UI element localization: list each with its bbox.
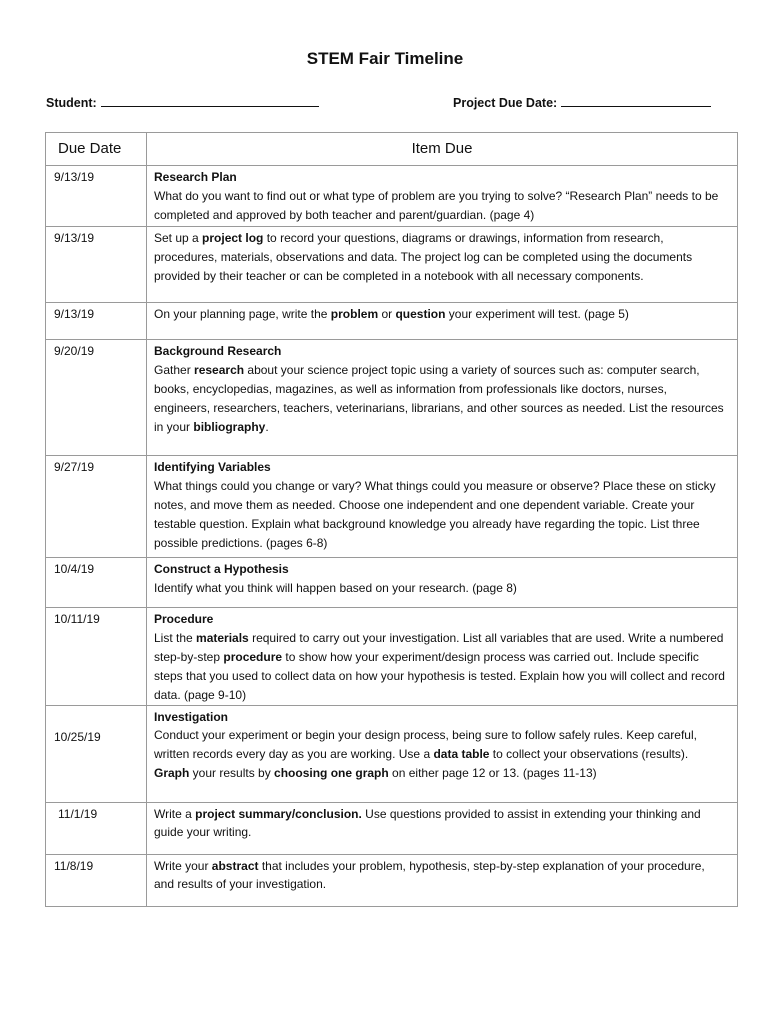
item-heading: Procedure: [154, 612, 214, 626]
item-text: to collect your observations (results).: [489, 747, 689, 762]
due-date-cell: 9/13/19: [46, 303, 147, 340]
due-date-cell: 10/25/19: [46, 705, 147, 802]
item-text: Gather: [154, 362, 195, 377]
bold-text: bibliography: [193, 419, 266, 434]
table-header-row: [46, 133, 738, 166]
due-date-cell: 10/11/19: [46, 608, 147, 706]
item-due-cell: [147, 705, 738, 802]
bold-text: problem: [330, 307, 379, 321]
due-date-cell: 9/20/19: [46, 340, 147, 456]
table-row: [46, 456, 738, 558]
item-heading: Investigation: [154, 709, 229, 724]
item-due-cell: [147, 456, 738, 558]
item-text: Use questions provided to assist in extending your thinking and guide your writing.: [154, 806, 701, 840]
student-field: [46, 95, 319, 110]
item-text: to show how your experiment/design process was carried out. Include specific steps that you used to collect data on how your hypothesis is tested. Explain how you will collect and record data. (page 9-10): [154, 649, 725, 702]
item-text: Write a: [154, 806, 196, 821]
item-text: What things could you change or vary? What things could you measure or observe? Place these on sticky notes, and move them as needed. Choose one independent and one dependent variable. Create your testable question. Explain what background knowledge you already have regarding the topic. List three possible predictions. (pages 6-8): [154, 478, 716, 550]
table-row: [46, 705, 738, 802]
due-date-cell: 11/8/19: [46, 854, 147, 906]
due-date-cell: 11/1/19: [46, 802, 147, 854]
item-text: On your planning page, write the: [154, 307, 331, 321]
item-text: your experiment will test. (page 5): [445, 307, 629, 321]
due-date-cell: 10/4/19: [46, 558, 147, 608]
item-text: .: [265, 419, 269, 434]
item-text: that includes your problem, hypothesis, step-by-step explanation of your procedure, and results of your investigation.: [154, 858, 705, 892]
item-text: Write your: [154, 858, 212, 873]
item-text: Conduct your experiment or begin your design process, being sure to follow safely rules. Keep careful, written records every day as you are working. Use a: [154, 728, 697, 762]
bold-text: Graph: [154, 766, 190, 781]
item-heading: Research Plan: [154, 170, 237, 184]
item-text: Identify what you think will happen based on your research. (page 8): [154, 580, 517, 595]
item-due-cell: [147, 227, 738, 303]
table-row: [46, 854, 738, 906]
timeline-table: [45, 132, 738, 907]
item-due-cell: [147, 802, 738, 854]
bold-text: research: [194, 362, 245, 377]
item-heading: Background Research: [154, 344, 282, 358]
table-row: [46, 166, 738, 227]
item-heading: Identifying Variables: [154, 460, 271, 474]
table-row: [46, 802, 738, 854]
item-text: List the: [154, 630, 197, 645]
item-text: about your science project topic using a variety of sources such as: computer search, books, encyclopedias, magazines, as well as information from professionals like doctors, nurses, engineers, researchers, teachers, veterinarians, librarians, and other sources as needed. List the resources in your: [154, 362, 724, 434]
table-row: [46, 303, 738, 340]
project-due-date-field: [453, 95, 711, 110]
table-row: [46, 608, 738, 706]
table-row: [46, 227, 738, 303]
student-blank-line[interactable]: [101, 95, 319, 107]
table-row: [46, 558, 738, 608]
bold-text: question: [395, 307, 446, 321]
item-text: required to carry out your investigation. List all variables that are used. Write a numbered step-by-step: [154, 630, 724, 664]
item-due-header: Item Due: [147, 133, 738, 166]
bold-text: data table: [433, 747, 490, 762]
item-due-cell: [147, 166, 738, 227]
due-date-cell: 9/13/19: [46, 166, 147, 227]
item-due-cell: [147, 303, 738, 340]
project-due-date-blank-line[interactable]: [561, 95, 711, 107]
due-date-cell: 9/27/19: [46, 456, 147, 558]
bold-text: project summary/conclusion.: [195, 806, 362, 821]
bold-text: abstract: [211, 858, 259, 873]
item-text: to record your questions, diagrams or drawings, information from research, procedures, materials, observations and data. The project log can be completed using the documents provided by their teacher or can be completed in a notebook with all necessary components.: [154, 231, 693, 283]
student-label: Student:: [46, 96, 97, 110]
item-due-cell: [147, 854, 738, 906]
due-date-header: Due Date: [46, 133, 147, 166]
item-due-cell: [147, 608, 738, 706]
item-text: Set up a: [154, 231, 203, 245]
bold-text: choosing one graph: [274, 766, 389, 781]
item-text: or: [378, 307, 396, 321]
item-due-cell: [147, 558, 738, 608]
item-text: on either page 12 or 13. (pages 11-13): [388, 766, 597, 781]
timeline-rows: [46, 166, 738, 907]
bold-text: procedure: [223, 649, 283, 664]
table-row: [46, 340, 738, 456]
project-due-date-label: Project Due Date:: [453, 96, 558, 110]
item-heading: Construct a Hypothesis: [154, 562, 289, 576]
due-date-cell: 9/13/19: [46, 227, 147, 303]
item-text: What do you want to find out or what type of problem are you trying to solve? “Research Plan” needs to be completed and approved by both teacher and parent/guardian. (page 4): [154, 188, 719, 222]
item-text: your results by: [189, 766, 275, 781]
bold-text: materials: [196, 630, 249, 645]
page-title: STEM Fair Timeline: [306, 49, 464, 68]
bold-text: project log: [202, 231, 264, 245]
item-due-cell: [147, 340, 738, 456]
